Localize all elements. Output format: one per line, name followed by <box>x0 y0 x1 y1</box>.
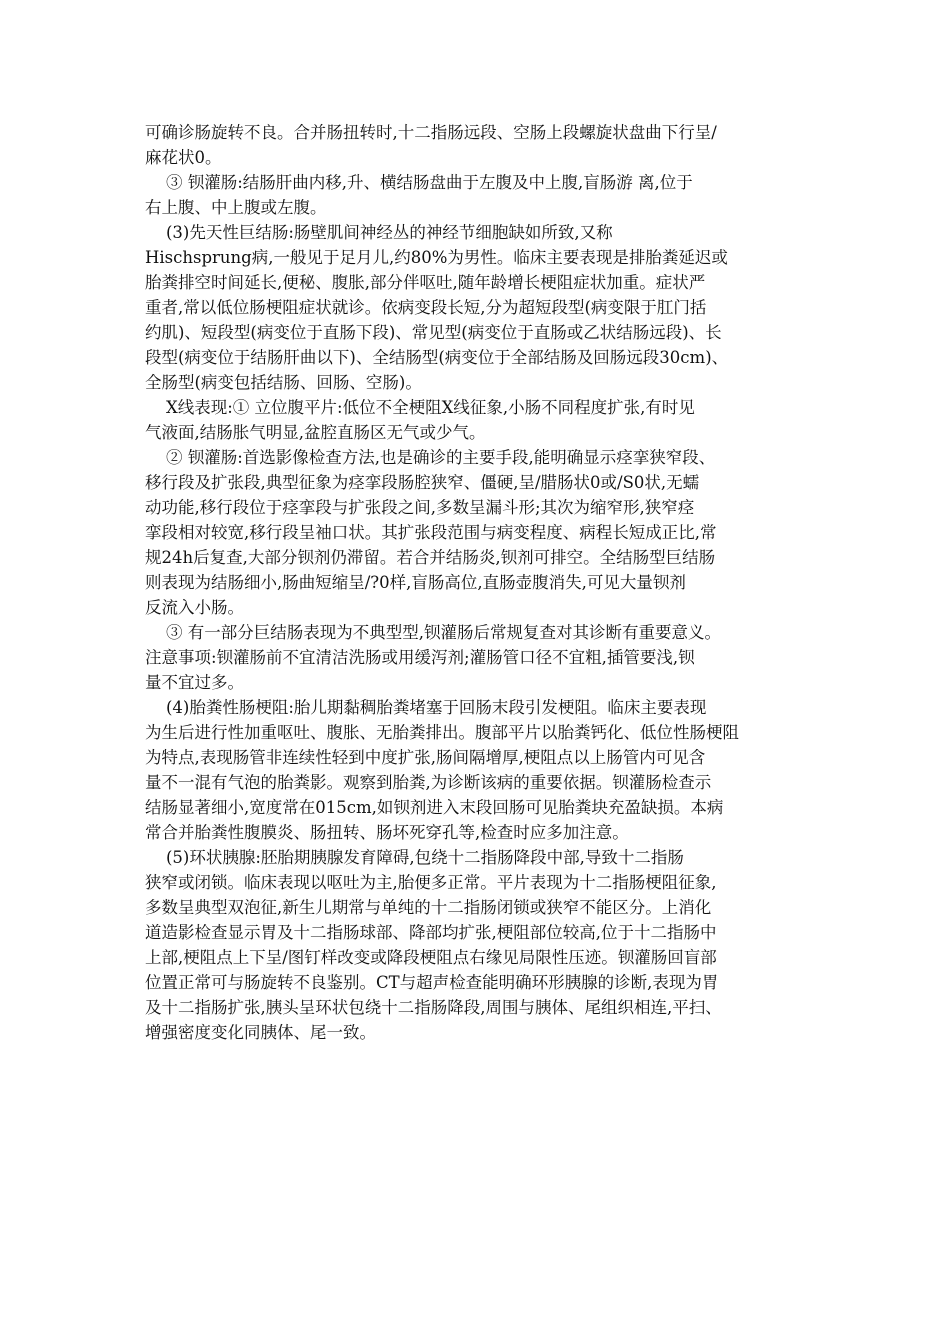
body-text <box>145 120 825 1070</box>
text-line: 注意事项:钡灌肠前不宜清洁洗肠或用缓泻剂;灌肠管口径不宜粗,插管要浅,钡 <box>145 648 695 667</box>
text-line: 增强密度变化同胰体、尾一致。 <box>145 1023 376 1042</box>
text-line: 常合并胎粪性腹膜炎、肠扭转、肠坏死穿孔等,检查时应多加注意。 <box>145 823 629 842</box>
text-line: 可确诊肠旋转不良。合并肠扭转时,十二指肠远段、空肠上段螺旋状盘曲下行呈/ <box>145 123 717 142</box>
text-line: 及十二指肠扩张,胰头呈环状包绕十二指肠降段,周围与胰体、尾组织相连,平扫、 <box>145 998 722 1017</box>
text-line: 挛段相对较宽,移行段呈袖口状。其扩张段范围与病变程度、病程长短成正比,常 <box>145 523 717 542</box>
text-line: (3)先天性巨结肠:肠壁肌间神经丛的神经节细胞缺如所致,又称 <box>145 223 613 242</box>
text-line: 道造影检查显示胃及十二指肠球部、降部均扩张,梗阻部位较高,位于十二指肠中 <box>145 923 717 942</box>
text-line: 气液面,结肠胀气明显,盆腔直肠区无气或少气。 <box>145 423 486 442</box>
text-line: ② 钡灌肠:首选影像检查方法,也是确诊的主要手段,能明确显示痉挛狭窄段、 <box>145 448 716 467</box>
text-line: 段型(病变位于结肠肝曲以下)、全结肠型(病变位于全部结肠及回肠远段30cm)、 <box>145 348 729 367</box>
text-line: 全肠型(病变包括结肠、回肠、空肠)。 <box>145 373 422 392</box>
text-line: 结肠显著细小,宽度常在015cm,如钡剂进入末段回肠可见胎粪块充盈缺损。本病 <box>145 798 724 817</box>
text-line: ③ 钡灌肠:结肠肝曲内移,升、横结肠盘曲于左腹及中上腹,盲肠游 离,位于 <box>145 173 693 192</box>
text-line: 移行段及扩张段,典型征象为痉挛段肠腔狭窄、僵硬,呈/腊肠状0或/S0状,无蠕 <box>145 473 700 492</box>
text-line: 则表现为结肠细小,肠曲短缩呈/?0样,盲肠高位,直肠壶腹消失,可见大量钡剂 <box>145 573 686 592</box>
text-line: X线表现:① 立位腹平片:低位不全梗阻X线征象,小肠不同程度扩张,有时见 <box>145 398 695 417</box>
text-line: ③ 有一部分巨结肠表现为不典型型,钡灌肠后常规复查对其诊断有重要意义。 <box>145 623 721 642</box>
text-line: 动功能,移行段位于痉挛段与扩张段之间,多数呈漏斗形;其次为缩窄形,狭窄痉 <box>145 498 695 517</box>
text-line: 约肌)、短段型(病变位于直肠下段)、常见型(病变位于直肠或乙状结肠远段)、长 <box>145 323 722 342</box>
text-line: 量不一混有气泡的胎粪影。观察到胎粪,为诊断该病的重要依据。钡灌肠检查示 <box>145 773 712 792</box>
text-line: 反流入小肠。 <box>145 598 244 617</box>
text-line: Hischsprung病,一般见于足月儿,约80%为男性。临床主要表现是排胎粪延迟或 <box>145 248 728 267</box>
text-line: 量不宜过多。 <box>145 673 244 692</box>
text-line: 右上腹、中上腹或左腹。 <box>145 198 327 217</box>
text-line: 重者,常以低位肠梗阻症状就诊。依病变段长短,分为超短段型(病变限于肛门括 <box>145 298 707 317</box>
text-line: 狭窄或闭锁。临床表现以呕吐为主,胎便多正常。平片表现为十二指肠梗阻征象, <box>145 873 717 892</box>
text-line: 位置正常可与肠旋转不良鉴别。CT与超声检查能明确环形胰腺的诊断,表现为胃 <box>145 973 719 992</box>
text-line: (5)环状胰腺:胚胎期胰腺发育障碍,包绕十二指肠降段中部,导致十二指肠 <box>145 848 684 867</box>
text-line: (4)胎粪性肠梗阻:胎儿期黏稠胎粪堵塞于回肠末段引发梗阻。临床主要表现 <box>145 698 707 717</box>
text-line: 胎粪排空时间延长,便秘、腹胀,部分伴呕吐,随年龄增长梗阻症状加重。症状严 <box>145 273 706 292</box>
text-line: 规24h后复查,大部分钡剂仍滞留。若合并结肠炎,钡剂可排空。全结肠型巨结肠 <box>145 548 716 567</box>
text-line: 麻花状0。 <box>145 148 222 167</box>
text-line <box>145 1045 825 1070</box>
text-line: 为生后进行性加重呕吐、腹胀、无胎粪排出。腹部平片以胎粪钙化、低位性肠梗阻 <box>145 723 739 742</box>
text-line: 上部,梗阻点上下呈/图钉样改变或降段梗阻点右缘见局限性压迹。钡灌肠回盲部 <box>145 948 717 967</box>
text-line: 为特点,表现肠管非连续性轻到中度扩张,肠间隔增厚,梗阻点以上肠管内可见含 <box>145 748 706 767</box>
text-line: 多数呈典型双泡征,新生儿期常与单纯的十二指肠闭锁或狭窄不能区分。上消化 <box>145 898 712 917</box>
